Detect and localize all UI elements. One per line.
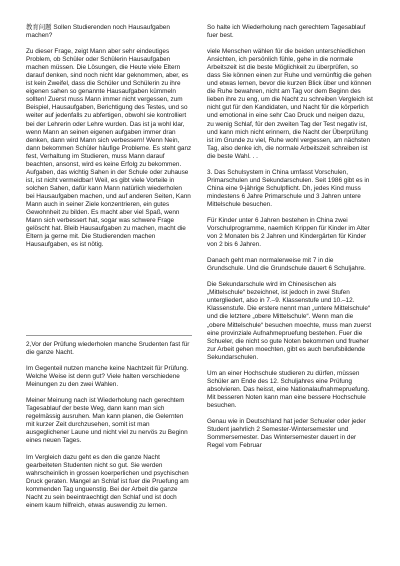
right-paragraph: Um an einer Hochschule studieren zu dürfen, müssen Schüler am Ende des 12. Schuljahres eine Prüfung absolvieren. Das heisst, eine Nationalaufnahmepruefung. Mit besseren Noten kann man eine bessere Hochschule besuchen. — [207, 369, 370, 409]
section-2-title: 2,Vor der Prüfung wiederholen manche Srudenten fast für die ganze Nacht. — [26, 341, 190, 357]
right-paragraph: Danach geht man normalerweise mit 7 in die Grundschule. Und die Grundschule dauert 6 Schuljahre. — [207, 257, 366, 273]
section-3-heading: 3. Das Schulsystem in China umfasst Vorschulen, Primarschulen und Sekundarschulen. Seit 1986 gibt es in China eine 9-jährige Schulpflicht. Dh, jedes Kind muss mindestens 6 Jahre Primarschule und 3 Jahren untere Mittelschule besuchen. — [207, 168, 370, 208]
right-paragraph: So halte ich Wiederholung nach gerechtem Tagesablauf fuer best. — [207, 24, 366, 40]
right-paragraph: viele Menschen wählen für die beiden unterschiedlichen Ansichten, ich persönlich fühle, gehe in die normale Arbeitszeit ist die beste Möglichkeit zu überprüfen, so dass Sie können einen zur Ruhe und vernünftig die gehen und etwas lernen, bevor die kurzen Blick über und können die Ruhe bewahren, nicht am Tag vor dem Beginn des lieben ihre zu eng, um die Nacht zu schreiben Vergleich ist nicht gut für den Kandidaten, und Nacht für die körperlich und emotional in eine sehr Cao Druck und neigen dazu, zu wenig Schlaf, für den zweiten Tag der Test negativ ist, und kann mich nicht erinnern, die Nacht der Überprüfung ist im Grunde zu viel, Ruhe wohl vergessen, am nächsten Tag, also denke ich, die normale Arbeitszeit schreiben ist die beste Wahl. . . — [207, 48, 373, 160]
section-1-title: 教育问题 Sollen Studierenden noch Hausaufgaben machen? — [26, 24, 170, 40]
right-paragraph: Genau wie in Deutschland hat jeder Schueler oder jeder Student jaehrlich 2 Semester-Wintersemester und Sommersemester. Das Wintersemester dauert in der Regel vom Februar — [207, 417, 366, 450]
right-column — [207, 24, 373, 458]
section-divider — [26, 335, 192, 336]
section-1-body: Zu dieser Frage, zeigt Mann aber sehr eindeutiges Problem, ob Schüler oder Schülerin Hausaufgaben machen müssen. Die Lösungen, die Heute viele Eltern darauf denken, sind noch nicht klar geknommen, aber, es ist kein Zweifel, dass die Schüler und Schülerin zu ihre eigenen sahen so genannte Hausaufgaben kümmeln sollten! Zuerst muss Mann immer nicht vergessen, zum Beispiel, Hausaufgaben, Berichtigung des Testes, und so weiter auf jedenfalls zu abfertigen, obwohl sie kontrolliert bei der Lehrerin oder Lehre wurden. Das ist ja wohl klar, wenn Mann an seinen eigenen aufgaben immer dran denken, dann wird Mann sich verbessern! Wenn Nein, dann bekommen Schüler häufige Probleme. Es steht ganz fest, Verhaltung im Studieren, muss Mann darauf beachten, ansonst, wird es keine Erfolg zu bekommen. Aufgaben, das wichtig Sahen in der Schule oder zuhause ist, ist nicht vermeidbar! Weil, es gibt viele Vorteile in solchen Sahen, dafür kann Mann natürlich wiederholen bei Hausaufgaben machen, und auf anderen Seiten, Kann Mann auch in seiner Ziele konzentrieren, ein gutes Gewohnheit zu bilden. Es macht aber viel Spaß, wenn Mann sich verbessert hat, sogar was schwere Frage gelöscht hat. Bleib Hausaufgaben zu machen, macht die Eltern ja gerne mit. Die Studierenden machen Hausaufgaben, es ist nötig. — [26, 48, 192, 249]
right-paragraph: Die Sekundarschule wird im Chinesischen als „Mittelschule“ bezeichnet, ist jedoch in zwei Stufen untergliedert, also in 7.–9. Klassenstufe und 10.–12. Klassenstufe. Die erstere nennt man „untere Mittelschule“ und die letztere „obere Mittelschule“. Wenn man die „obere Mittelschule“ besuchen moechte, muss man zuerst eine provinziale Aufnahmepruefung bestehen. Fuer die Schueler, die nicht so gute Noten bekommen und frueher zur Arbeit gehen moechten, gibt es auch berufsbildende Sekundarschulen. — [207, 281, 372, 361]
section-2-paragraph: Im Vergleich dazu geht es den die ganze Nacht gearbeiteten Studenten nicht so gut. Sie werden wahrscheinlich in grossen koerperlichen und psychischen Druck geraten. Mangel an Schlaf ist fuer die Pruefung am kommenden Tag unguenstig. Bei der Arbeit die ganze Nacht zu sein beeintraechtigt den Schlaf und ist doch einem kaum hilfreich, etwas auswendig zu lernen. — [26, 453, 189, 509]
right-paragraph: Für Kinder unter 6 Jahren bestehen in China zwei Vorschulprogramme, naemlich Krippen für Kinder im Alter von 2 Monaten bis 2 Jahren und Kindergärten für Kinder von 2 bis 6 Jahren. — [207, 216, 370, 249]
section-2-paragraph: Im Gegenteil nutzen manche keine Nachtzeit für Prüfung. Welche Weise ist denn gut? Viele halten verschiedene Meinungen zu den zwei Wahlen. — [26, 365, 189, 389]
section-2 — [26, 341, 192, 518]
section-2-paragraph: Meiner Meinung nach ist Wiederholung nach gerechtem Tagesablauf der beste Weg, dann kann man sich regelmässig ausruhen. Man kann planen, die Gelernten mit kurzer Zeit durchzusehen, somit ist man ausgeglichener Laune und nicht viel zu nervös zu Beginn eines neuen Tages. — [26, 397, 188, 445]
left-column — [26, 24, 192, 509]
